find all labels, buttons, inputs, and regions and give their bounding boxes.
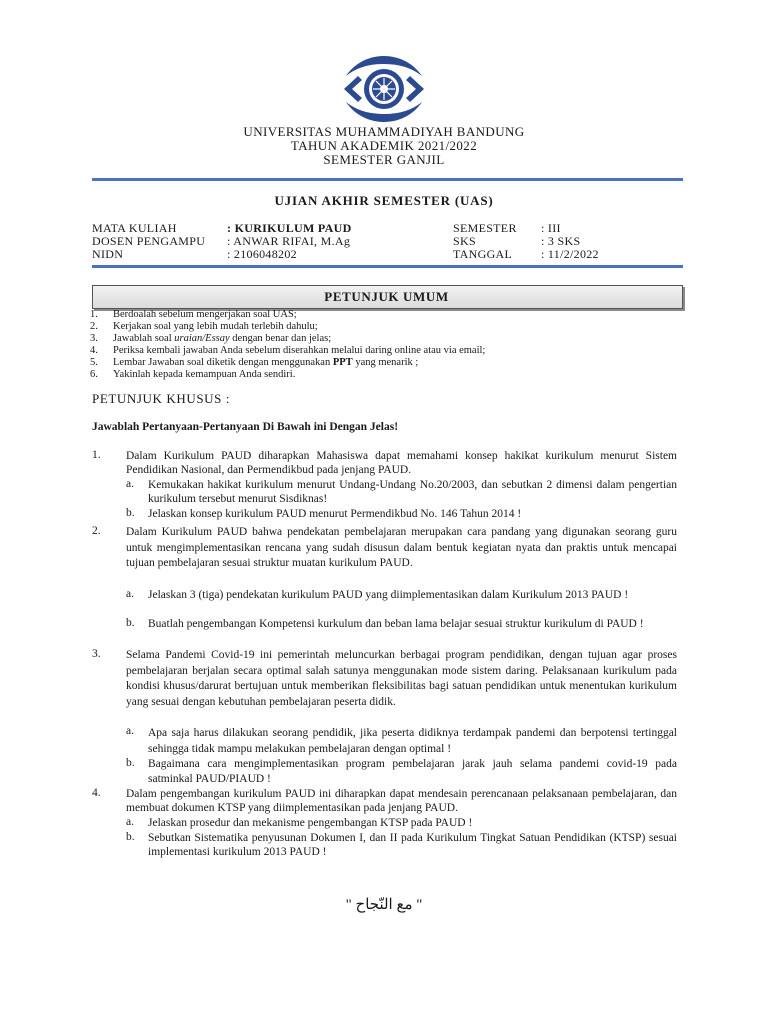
- list-item-text-post: yang menarik ;: [352, 357, 419, 368]
- list-item-text: Berdoalah sebelum mengerjakan soal UAS;: [113, 309, 297, 320]
- info-value-course: : KURIKULUM PAUD: [227, 221, 352, 235]
- list-item-text-post: dengan benar dan jelas;: [229, 333, 332, 344]
- sub-question-text: Sebutkan Sistematika penyusunan Dokumen I, dan II pada Kurikulum Tingkat Satuan Pendidikan (KTSP) sesuai implementasi kurikulum 2013 PAUD !: [148, 832, 677, 859]
- list-item-strong: PPT: [332, 357, 353, 368]
- sub-question-label: b.: [126, 831, 135, 843]
- info-value-semester: : III: [541, 221, 561, 235]
- sub-question-text: Apa saja harus dilakukan seorang pendidik, jika peserta didiknya terdampak pandemi dan berpotensi tertinggal sehingga tidak mampu melakukan pembelajaran dengan optimal !: [148, 727, 677, 755]
- closing-greeting: " مع النّجاح ": [345, 897, 423, 913]
- info-label-semester: SEMESTER: [453, 221, 517, 235]
- academic-year: TAHUN AKADEMIK 2021/2022: [290, 138, 478, 153]
- list-item-text-pre: Lembar Jawaban soal diketik dengan menggunakan: [113, 357, 333, 368]
- sub-question-text: Jelaskan 3 (tiga) pendekatan kurikulum PAUD yang diimplementasikan dalam Kurikulum 2013 PAUD !: [148, 589, 629, 601]
- list-item-text-pre: Jawablah soal: [113, 333, 175, 344]
- list-item: [90, 345, 485, 357]
- info-label-date: TANGGAL: [453, 247, 513, 261]
- list-item-number: 4.: [90, 345, 98, 356]
- exam-title: UJIAN AKHIR SEMESTER (UAS): [274, 193, 494, 208]
- info-value-nidn: : 2106048202: [227, 247, 297, 261]
- sub-question-text: Jelaskan prosedur dan mekanisme pengembangan KTSP pada PAUD !: [148, 817, 473, 829]
- specific-instructions-text: Jawablah Pertanyaan-Pertanyaan Di Bawah ini Dengan Jelas!: [92, 421, 399, 433]
- sub-question-label: b.: [126, 617, 135, 629]
- list-item: [90, 369, 295, 381]
- list-item: [90, 321, 318, 333]
- info-value-sks: : 3 SKS: [541, 234, 581, 248]
- list-item-number: 2.: [90, 321, 98, 332]
- specific-instructions-title: PETUNJUK KHUSUS :: [92, 391, 231, 406]
- list-item-text: Periksa kembali jawaban Anda sebelum diserahkan melalui daring online atau via email;: [113, 345, 486, 356]
- list-item-text: Yakinlah kepada kemampuan Anda sendiri.: [113, 369, 296, 380]
- sub-question-text: Buatlah pengembangan Kompetensi kurkulum dan beban lama belajar sesuai struktur kurikulum di PAUD !: [148, 618, 644, 630]
- list-item-text: Kerjakan soal yang lebih mudah terlebih dahulu;: [113, 321, 318, 332]
- university-logo: [342, 54, 426, 124]
- sub-question-label: a.: [126, 588, 134, 600]
- sub-question-label: a.: [126, 725, 134, 737]
- list-item-emphasis: uraian/Essay: [174, 333, 230, 344]
- question-number: 1.: [92, 449, 101, 461]
- info-label-lecturer: DOSEN PENGAMPU: [92, 234, 206, 248]
- sub-question-label: a.: [126, 816, 134, 828]
- question-text: Dalam pengembangan kurikulum PAUD ini diharapkan dapat mendesain perencanaan pelaksanaan pembelajaran, dan membuat dokumen KTSP yang diimplementasikan pada jenjang PAUD.: [126, 788, 677, 815]
- info-value-lecturer: : ANWAR RIFAI, M.Ag: [227, 234, 351, 248]
- question-text: Selama Pandemi Covid-19 ini pemerintah meluncurkan berbagai program pendidikan, dengan tujuan agar proses pembelajaran berjalan secara optimal salah satunya menggunakan mode sistem daring. Pelaksanaan kurikulum pada kondisi khusus/darurat bertujuan untuk memberikan fleksibilitas bagi satuan pendidikan untuk menentukan kurikulum yang sesuai dengan kebutuhan pembelajaran peserta didik.: [126, 649, 677, 708]
- list-item-number: 5.: [90, 357, 98, 368]
- question-number: 4.: [92, 787, 101, 799]
- list-item: [90, 357, 418, 369]
- header-divider: [92, 178, 683, 181]
- question-text: Dalam Kurikulum PAUD diharapkan Mahasiswa dapat memahami konsep hakikat kurikulum menurut Sistem Pendidikan Nasional, dan Permendikbud pada jenjang PAUD.: [126, 450, 677, 477]
- info-label-course: MATA KULIAH: [92, 221, 177, 235]
- university-name: UNIVERSITAS MUHAMMADIYAH BANDUNG: [243, 124, 525, 139]
- sub-question-text: Kemukakan hakikat kurikulum menurut Undang-Undang No.20/2003, dan sebutkan 2 dimensi dalam pengertian kurikulum tersebut menurut Sisdiknas!: [148, 479, 677, 506]
- info-label-nidn: NIDN: [92, 247, 124, 261]
- list-item-number: 3.: [90, 333, 98, 344]
- sub-question-label: b.: [126, 757, 135, 769]
- info-label-sks: SKS: [453, 234, 476, 248]
- sub-question-label: a.: [126, 478, 134, 490]
- sub-question-text: Bagaimana cara mengimplementasikan program pembelajaran jarak jauh selama pandemi covid-19 pada satminkal PAUD/PIAUD !: [148, 758, 677, 785]
- info-value-date: : 11/2/2022: [541, 247, 599, 261]
- question-number: 3.: [92, 648, 101, 660]
- sub-question-label: b.: [126, 507, 135, 519]
- question-number: 2.: [92, 525, 101, 537]
- semester-label: SEMESTER GANJIL: [323, 152, 445, 167]
- list-item-number: 6.: [90, 369, 98, 380]
- general-instructions-title: PETUNJUK UMUM: [324, 289, 449, 304]
- sub-question-text: Jelaskan konsep kurikulum PAUD menurut Permendikbud No. 146 Tahun 2014 !: [148, 508, 522, 520]
- list-item: [90, 309, 297, 321]
- info-divider: [92, 265, 683, 268]
- list-item-number: 1.: [90, 309, 98, 320]
- question-text: Dalam Kurikulum PAUD bahwa pendekatan pembelajaran merupakan cara pandang yang digunakan seorang guru untuk mengimplementasikan rencana yang sudah disusun dalam bentuk kegiatan nyata dan praktis untuk mencapai tujuan pembelajaran sesuai struktur muatan kurikulum PAUD.: [126, 526, 677, 569]
- list-item: [90, 333, 331, 345]
